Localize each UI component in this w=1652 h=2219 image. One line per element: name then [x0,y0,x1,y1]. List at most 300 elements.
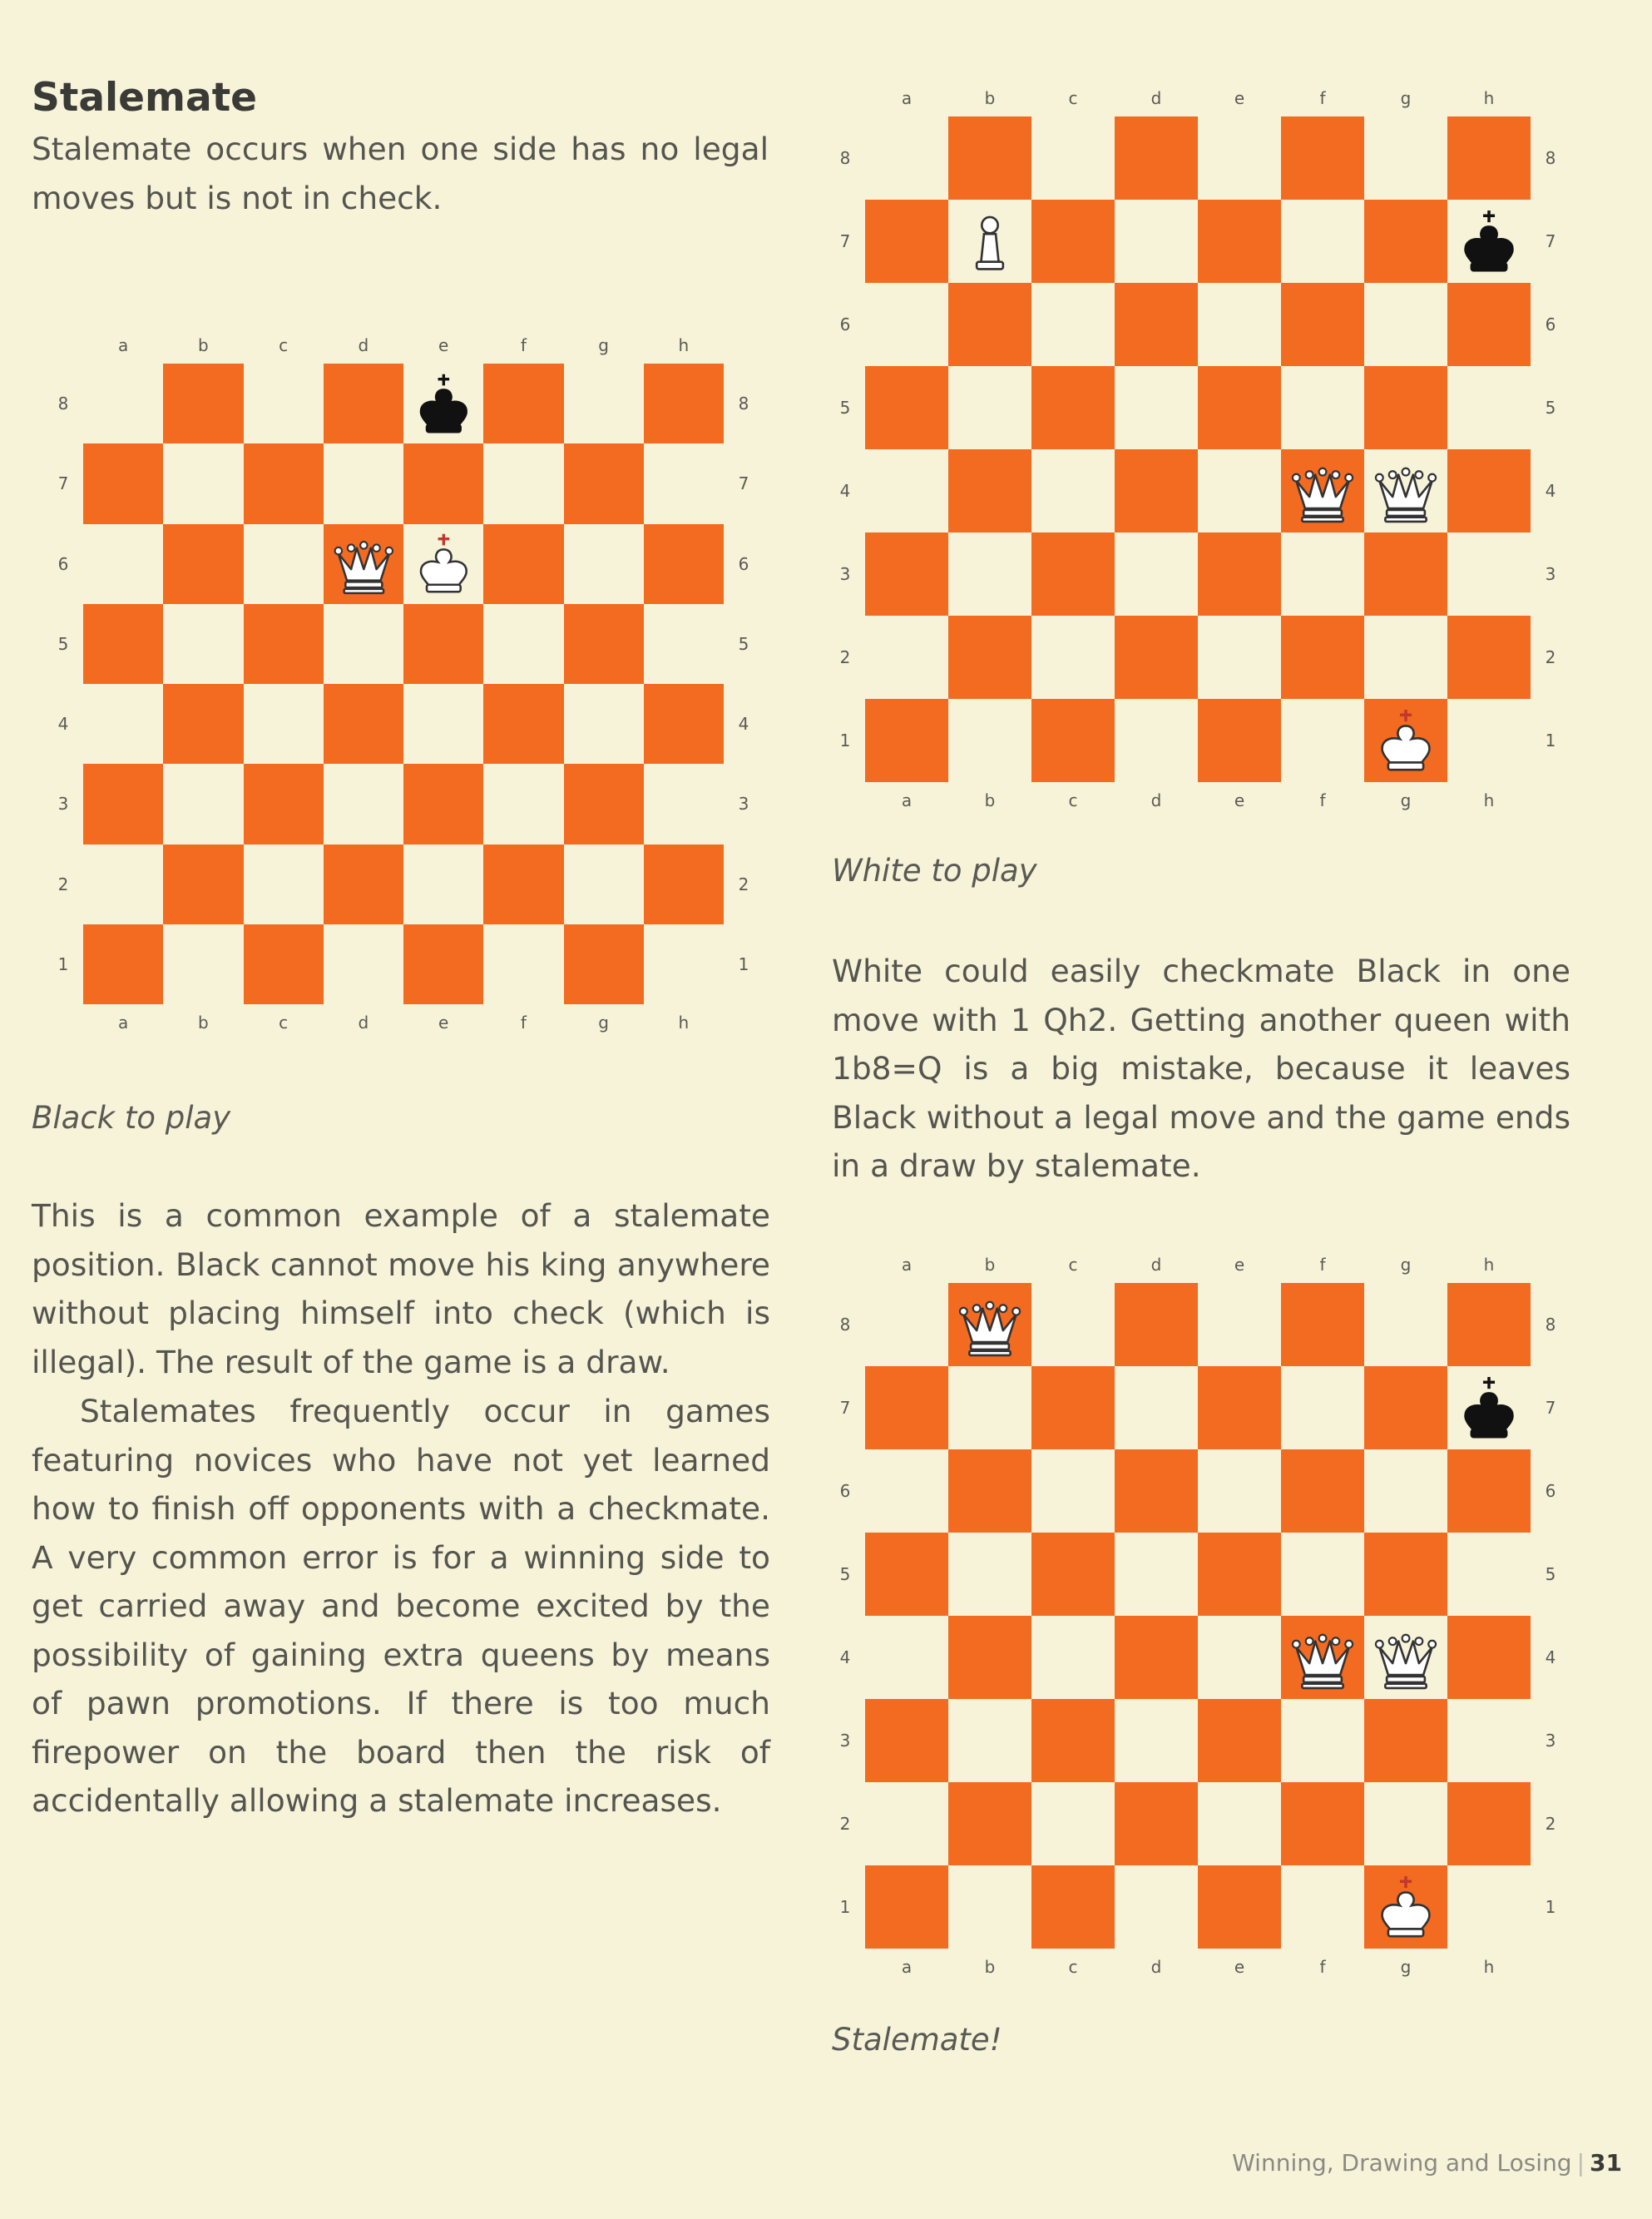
rank-label-left-1: 1 [839,1897,851,1917]
file-label-bottom-a: a [901,1957,913,1977]
square-e8 [1198,116,1281,200]
rank-label-right-4: 4 [1545,481,1556,501]
page-footer [1232,2149,1622,2177]
square-f2 [1281,616,1364,699]
square-e1 [1198,1865,1281,1949]
square-b8 [163,364,243,443]
file-label-bottom-b: b [984,1957,996,1977]
rank-label-right-7: 7 [1545,1398,1556,1418]
square-f6 [1281,283,1364,366]
square-c8 [244,364,324,443]
file-label-top-g: g [1400,1255,1412,1275]
square-h1 [644,924,724,1004]
square-d4 [1115,449,1198,532]
square-b3 [163,764,243,844]
rank-label-left-8: 8 [57,394,69,414]
square-b4 [163,684,243,764]
file-label-bottom-b: b [984,790,996,810]
square-c3 [1031,532,1115,616]
file-label-top-b: b [198,335,209,355]
square-c1 [1031,699,1115,782]
square-a7 [83,443,163,523]
square-h2 [644,845,724,924]
square-f6 [483,524,563,604]
square-c4 [1031,1616,1115,1699]
square-e6 [1198,1449,1281,1533]
square-g2 [1364,616,1447,699]
square-h1 [1447,699,1531,782]
square-d7 [324,443,403,523]
square-c1 [1031,1865,1115,1949]
square-a3 [865,532,948,616]
square-d4 [1115,1616,1198,1699]
white-king-icon [408,528,479,599]
file-label-bottom-f: f [520,1013,527,1033]
square-g3 [1364,532,1447,616]
square-e3 [403,764,483,844]
rank-label-left-7: 7 [57,473,69,494]
square-h3 [1447,532,1531,616]
file-label-bottom-e: e [438,1013,449,1033]
file-label-bottom-h: h [1483,790,1495,810]
square-e1 [1198,699,1281,782]
rank-label-left-3: 3 [839,1731,851,1751]
square-f4 [1281,1616,1364,1699]
file-label-top-h: h [1483,88,1495,108]
square-f2 [483,845,563,924]
square-f5 [1281,366,1364,449]
square-b8 [948,116,1031,200]
square-g6 [1364,283,1447,366]
square-b3 [948,532,1031,616]
square-g8 [1364,1283,1447,1366]
square-f1 [483,924,563,1004]
file-label-bottom-f: f [1319,790,1326,810]
square-a1 [865,1865,948,1949]
square-g1 [1364,699,1447,782]
rank-label-right-2: 2 [1545,1814,1556,1834]
square-b2 [948,616,1031,699]
square-c8 [1031,1283,1115,1366]
square-h8 [1447,1283,1531,1366]
square-f8 [1281,1283,1364,1366]
square-e5 [403,604,483,684]
square-b7 [948,200,1031,283]
square-f4 [1281,449,1364,532]
rank-label-right-6: 6 [1545,1481,1556,1501]
file-label-bottom-h: h [1483,1957,1495,1977]
square-d6 [1115,283,1198,366]
file-label-top-d: d [1150,88,1162,108]
square-a8 [865,1283,948,1366]
file-label-top-c: c [279,335,289,355]
square-c6 [244,524,324,604]
square-e1 [403,924,483,1004]
square-c7 [1031,1366,1115,1449]
file-label-top-a: a [901,88,913,108]
square-f5 [1281,1533,1364,1616]
rank-label-right-8: 8 [1545,148,1556,168]
square-b4 [948,1616,1031,1699]
square-e2 [403,845,483,924]
intro-paragraph: Stalemate occurs when one side has no legal moves but is not in check. [32,131,769,216]
rank-label-left-6: 6 [57,553,69,574]
square-e7 [403,443,483,523]
square-g5 [1364,366,1447,449]
rank-label-right-6: 6 [1545,315,1556,334]
square-g5 [1364,1533,1447,1616]
square-a8 [83,364,163,443]
board-grid [83,364,724,1004]
footer-page-number: 31 [1590,2149,1622,2177]
file-label-bottom-g: g [1400,1957,1412,1977]
square-a5 [83,604,163,684]
square-e3 [1198,1699,1281,1782]
square-b1 [948,1865,1031,1949]
square-c8 [1031,116,1115,200]
square-b1 [948,699,1031,782]
square-a5 [865,1533,948,1616]
square-g2 [1364,1782,1447,1865]
rank-label-left-3: 3 [57,794,69,815]
square-b7 [948,1366,1031,1449]
square-f5 [483,604,563,684]
black-king-icon [1452,1371,1526,1444]
rank-label-left-3: 3 [839,564,851,584]
rank-label-right-8: 8 [738,394,749,414]
square-a4 [865,1616,948,1699]
square-h4 [1447,1616,1531,1699]
square-a7 [865,200,948,283]
square-e4 [1198,449,1281,532]
square-b5 [948,366,1031,449]
rank-label-right-5: 5 [1545,398,1556,418]
square-d7 [1115,200,1198,283]
square-a1 [865,699,948,782]
square-e2 [1198,1782,1281,1865]
square-g5 [564,604,644,684]
square-h7 [1447,200,1531,283]
file-label-bottom-d: d [1150,1957,1162,1977]
file-label-bottom-e: e [1234,1957,1245,1977]
square-h8 [644,364,724,443]
right-paragraph-1: White could easily checkmate Black in one move with 1 Qh2. Getting another queen with 1b8=Q is a big mistake, because it leaves Black without a legal move and the game ends in a draw by stalemate. [832,953,1570,1184]
file-label-bottom-g: g [1400,790,1412,810]
square-h6 [644,524,724,604]
caption-white-to-play: White to play [832,853,1037,889]
file-label-top-f: f [520,335,527,355]
rank-label-left-7: 7 [839,231,851,251]
rank-label-right-8: 8 [1545,1315,1556,1335]
square-a5 [865,366,948,449]
rank-label-right-1: 1 [1545,1897,1556,1917]
square-e5 [1198,1533,1281,1616]
rank-label-right-2: 2 [738,874,749,894]
rank-label-right-5: 5 [1545,1564,1556,1584]
square-g3 [1364,1699,1447,1782]
square-b1 [163,924,243,1004]
square-c5 [244,604,324,684]
white-queen-icon [1286,1621,1359,1694]
file-label-bottom-g: g [598,1013,609,1033]
square-g7 [1364,1366,1447,1449]
white-king-icon [1369,1870,1442,1944]
square-b5 [163,604,243,684]
square-e3 [1198,532,1281,616]
file-label-top-e: e [1234,88,1245,108]
square-c6 [1031,283,1115,366]
file-label-top-h: h [1483,1255,1495,1275]
square-e8 [403,364,483,443]
white-queen-icon [329,528,399,599]
square-d6 [1115,1449,1198,1533]
rank-label-left-1: 1 [839,731,851,750]
square-a1 [83,924,163,1004]
square-a2 [83,845,163,924]
square-d5 [1115,1533,1198,1616]
white-queen-icon [1369,454,1442,528]
rank-label-left-4: 4 [839,1647,851,1667]
square-c2 [244,845,324,924]
square-d5 [324,604,403,684]
file-label-bottom-f: f [1319,1957,1326,1977]
square-d2 [1115,1782,1198,1865]
square-h4 [644,684,724,764]
file-label-top-b: b [984,88,996,108]
square-c3 [1031,1699,1115,1782]
white-queen-icon [953,1288,1026,1361]
file-label-top-c: c [1068,1255,1078,1275]
rank-label-right-3: 3 [738,794,749,815]
square-g4 [1364,449,1447,532]
white-queen-icon [1369,1621,1442,1694]
square-g7 [564,443,644,523]
caption-stalemate: Stalemate! [832,2022,1002,2058]
square-b2 [948,1782,1031,1865]
file-label-top-f: f [1319,88,1326,108]
square-d8 [324,364,403,443]
file-label-top-e: e [1234,1255,1245,1275]
chess-board-stalemate [832,1233,1564,1999]
black-king-icon [1452,205,1526,278]
file-label-top-g: g [1400,88,1412,108]
square-h7 [1447,1366,1531,1449]
square-f6 [1281,1449,1364,1533]
square-f2 [1281,1782,1364,1865]
square-a2 [865,616,948,699]
rank-label-left-6: 6 [839,1481,851,1501]
file-label-top-d: d [1150,1255,1162,1275]
file-label-top-h: h [678,335,690,355]
file-label-bottom-a: a [117,1013,129,1033]
footer-chapter: Winning, Drawing and Losing [1232,2149,1572,2177]
file-label-bottom-c: c [1068,790,1078,810]
square-g1 [1364,1865,1447,1949]
square-b8 [948,1283,1031,1366]
rank-label-left-8: 8 [839,148,851,168]
square-g1 [564,924,644,1004]
square-h5 [644,604,724,684]
black-king-icon [408,369,479,439]
left-paragraph-1: This is a common example of a stalemate position. Black cannot move his king anywhere without placing himself into check (which is illegal). The result of the game is a draw. [32,1197,770,1380]
square-a3 [83,764,163,844]
square-d1 [1115,1865,1198,1949]
square-h5 [1447,366,1531,449]
square-e6 [403,524,483,604]
square-d3 [1115,1699,1198,1782]
rank-label-left-2: 2 [839,1814,851,1834]
rank-label-left-5: 5 [57,633,69,654]
rank-label-left-4: 4 [839,481,851,501]
square-f7 [483,443,563,523]
square-c4 [1031,449,1115,532]
file-label-bottom-c: c [1068,1957,1078,1977]
square-h4 [1447,449,1531,532]
rank-label-left-2: 2 [839,647,851,667]
white-pawn-icon [953,205,1026,278]
square-f1 [1281,1865,1364,1949]
square-a6 [83,524,163,604]
square-g4 [564,684,644,764]
square-a6 [865,283,948,366]
rank-label-left-5: 5 [839,1564,851,1584]
rank-label-right-3: 3 [1545,1731,1556,1751]
square-b6 [948,283,1031,366]
square-f3 [1281,1699,1364,1782]
square-f7 [1281,200,1364,283]
file-label-top-f: f [1319,1255,1326,1275]
file-label-bottom-d: d [358,1013,369,1033]
rank-label-left-6: 6 [839,315,851,334]
square-e5 [1198,366,1281,449]
square-f7 [1281,1366,1364,1449]
file-label-bottom-b: b [198,1013,209,1033]
square-d3 [324,764,403,844]
square-f3 [1281,532,1364,616]
file-label-top-c: c [1068,88,1078,108]
square-e7 [1198,1366,1281,1449]
square-g6 [1364,1449,1447,1533]
square-h5 [1447,1533,1531,1616]
chess-board-white-to-play [832,67,1564,832]
square-a2 [865,1782,948,1865]
square-d1 [324,924,403,1004]
file-label-bottom-a: a [901,790,913,810]
file-label-top-d: d [358,335,369,355]
white-king-icon [1369,704,1442,777]
file-label-top-a: a [901,1255,913,1275]
square-a3 [865,1699,948,1782]
square-c6 [1031,1449,1115,1533]
square-d4 [324,684,403,764]
file-label-top-b: b [984,1255,996,1275]
square-g8 [564,364,644,443]
square-f4 [483,684,563,764]
square-d1 [1115,699,1198,782]
square-a4 [865,449,948,532]
square-g4 [1364,1616,1447,1699]
rank-label-right-4: 4 [738,714,749,735]
square-b3 [948,1699,1031,1782]
square-h1 [1447,1865,1531,1949]
rank-label-left-5: 5 [839,398,851,418]
square-d8 [1115,116,1198,200]
square-a7 [865,1366,948,1449]
file-label-bottom-c: c [279,1013,289,1033]
square-h2 [1447,1782,1531,1865]
file-label-top-g: g [598,335,609,355]
board-grid [865,1283,1531,1949]
rank-label-left-4: 4 [57,714,69,735]
board-grid [865,116,1531,782]
square-b6 [948,1449,1031,1533]
square-c2 [1031,616,1115,699]
file-label-bottom-d: d [1150,790,1162,810]
rank-label-left-8: 8 [839,1315,851,1335]
square-e7 [1198,200,1281,283]
rank-label-right-4: 4 [1545,1647,1556,1667]
chess-board-black-to-play [50,310,757,1058]
square-h7 [644,443,724,523]
rank-label-right-2: 2 [1545,647,1556,667]
rank-label-left-7: 7 [839,1398,851,1418]
square-c4 [244,684,324,764]
square-c3 [244,764,324,844]
square-c7 [244,443,324,523]
rank-label-right-1: 1 [738,953,749,974]
page-heading: Stalemate [32,75,258,121]
left-paragraph-2: Stalemates frequently occur in games featuring novices who have not yet learned how to finish off opponents with a checkmate. A very common error is for a winning side to get carried away and become excited by the possibility of gaining extra queens by means of pawn promotions. If there is too much firepower on the board then the risk of accidentally allowing a stalemate increases. [32,1393,770,1819]
square-c1 [244,924,324,1004]
file-label-bottom-e: e [1234,790,1245,810]
square-c7 [1031,200,1115,283]
file-label-top-a: a [117,335,129,355]
square-d2 [1115,616,1198,699]
square-d8 [1115,1283,1198,1366]
file-label-top-e: e [438,335,449,355]
rank-label-right-7: 7 [1545,231,1556,251]
square-h6 [1447,1449,1531,1533]
square-h2 [1447,616,1531,699]
rank-label-right-5: 5 [738,633,749,654]
square-g8 [1364,116,1447,200]
square-d6 [324,524,403,604]
square-b7 [163,443,243,523]
white-queen-icon [1286,454,1359,528]
rank-label-right-6: 6 [738,553,749,574]
square-g6 [564,524,644,604]
square-d5 [1115,366,1198,449]
rank-label-right-7: 7 [738,473,749,494]
square-f1 [1281,699,1364,782]
rank-label-left-2: 2 [57,874,69,894]
square-b6 [163,524,243,604]
square-c2 [1031,1782,1115,1865]
square-a8 [865,116,948,200]
square-e4 [403,684,483,764]
square-h3 [1447,1699,1531,1782]
square-c5 [1031,366,1115,449]
square-g7 [1364,200,1447,283]
square-g3 [564,764,644,844]
square-d7 [1115,1366,1198,1449]
square-h3 [644,764,724,844]
square-b5 [948,1533,1031,1616]
square-f3 [483,764,563,844]
caption-black-to-play: Black to play [32,1100,231,1136]
rank-label-right-1: 1 [1545,731,1556,750]
square-e8 [1198,1283,1281,1366]
